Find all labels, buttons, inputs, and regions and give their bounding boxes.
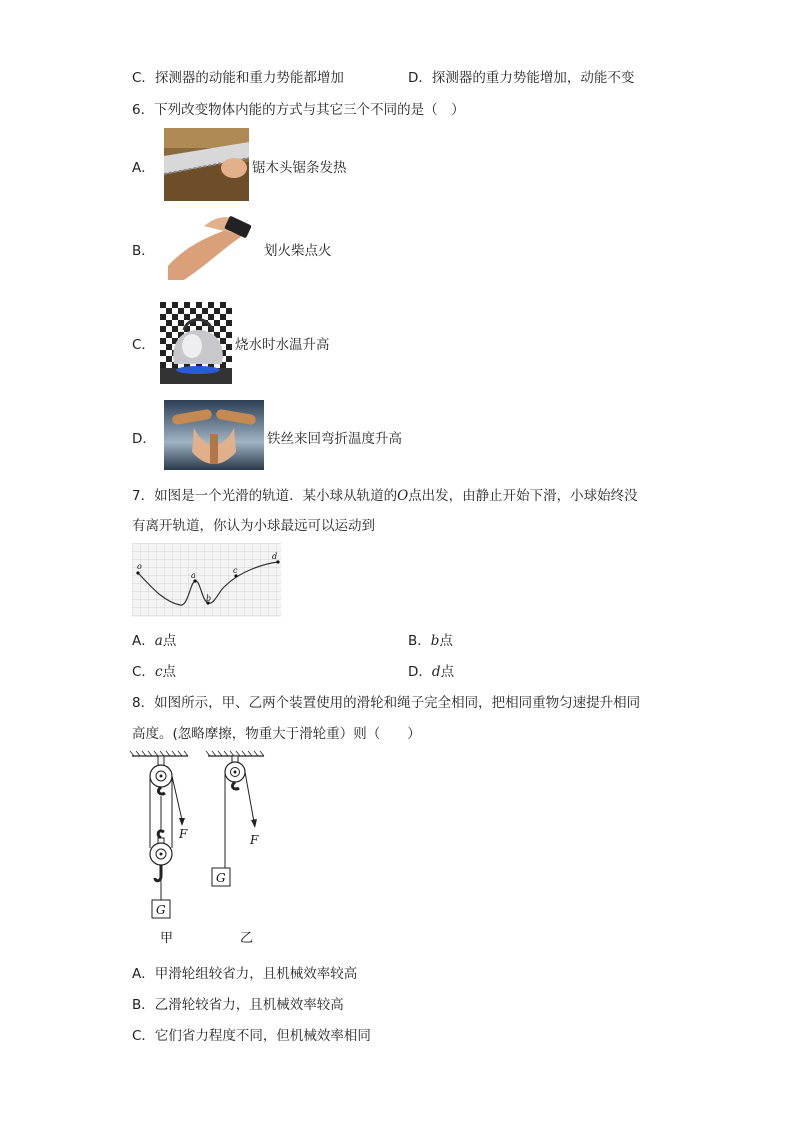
q6-option-b-text: 划火柴点火 [264,243,332,259]
q5-option-d: D．探测器的重力势能增加，动能不变 [408,70,635,86]
kettle-on-stove-photo [160,302,232,384]
q7-option-a [132,629,176,649]
q7-option-c-suffix: 点 [162,664,176,680]
label-yi: 乙 [240,931,254,946]
q7-option-d-letter: D． [408,664,432,680]
force-label-right: F [250,833,259,847]
q7-option-b-letter: B． [408,633,431,649]
q7-stem-part1: 7．如图是一个光滑的轨道．某小球从轨道的 [132,488,398,504]
q8-stem-line1: 8．如图所示，甲、乙两个装置使用的滑轮和绳子完全相同，把相同重物匀速提升相同 [132,695,641,711]
q7-option-b-suffix: 点 [439,633,453,649]
q7-option-b [408,629,453,649]
q7-option-a-var: a [154,633,163,649]
q7-stem-part2: 点出发，由静止开始下滑，小球始终没 [408,488,638,504]
q6-option-c-text: 烧水时水温升高 [235,337,330,353]
q6-option-b-letter: B． [132,243,155,259]
q6-option-a-text: 锯木头锯条发热 [252,160,347,176]
label-jia: 甲 [160,931,174,946]
q8-option-b: B．乙滑轮较省力，且机械效率较高 [132,997,344,1013]
weight-label-left: G [156,903,166,917]
q7-option-b-var: b [430,633,440,649]
track-label-a: a [191,571,196,580]
q6-option-d-letter: D． [132,431,156,447]
q7-option-c-var: c [154,664,163,680]
bending-wire-photo [164,400,264,470]
track-label-c: c [233,566,238,575]
q6-option-a-letter: A． [132,160,155,176]
q7-option-d [408,660,454,680]
track-label-o: o [137,562,142,571]
q7-option-c [132,660,176,680]
q8-option-a: A．甲滑轮组较省力，且机械效率较高 [132,966,358,982]
q7-option-c-letter: C． [132,664,155,680]
q7-option-d-var: d [431,664,441,680]
q8-option-c: C．它们省力程度不同，但机械效率相同 [132,1028,371,1044]
q7-stem-line1 [132,484,638,504]
q7-option-a-suffix: 点 [162,633,177,649]
q7-option-d-suffix: 点 [440,664,455,680]
track-label-b: b [206,594,212,603]
force-label-left: F [179,827,188,841]
q7-stem-var-o: O [397,488,409,504]
q6-option-c-letter: C． [132,337,155,353]
q6-stem: 6．下列改变物体内能的方式与其它三个不同的是（ ） [132,102,465,118]
pulley-diagram [128,748,268,948]
q7-option-a-letter: A． [132,633,155,649]
q5-option-c: C．探测器的动能和重力势能都增加 [132,70,344,86]
saw-wood-photo [164,128,249,201]
track-diagram [132,543,281,617]
q7-stem-line2: 有离开轨道，你认为小球最远可以运动到 [132,518,375,534]
weight-label-right: G [216,871,226,885]
q6-option-d-text: 铁丝来回弯折温度升高 [267,431,402,447]
q8-stem-line2: 高度。(忽略摩擦，物重大于滑轮重）则（ ） [132,726,421,742]
track-label-d: d [272,552,278,561]
striking-match-photo [164,208,256,282]
